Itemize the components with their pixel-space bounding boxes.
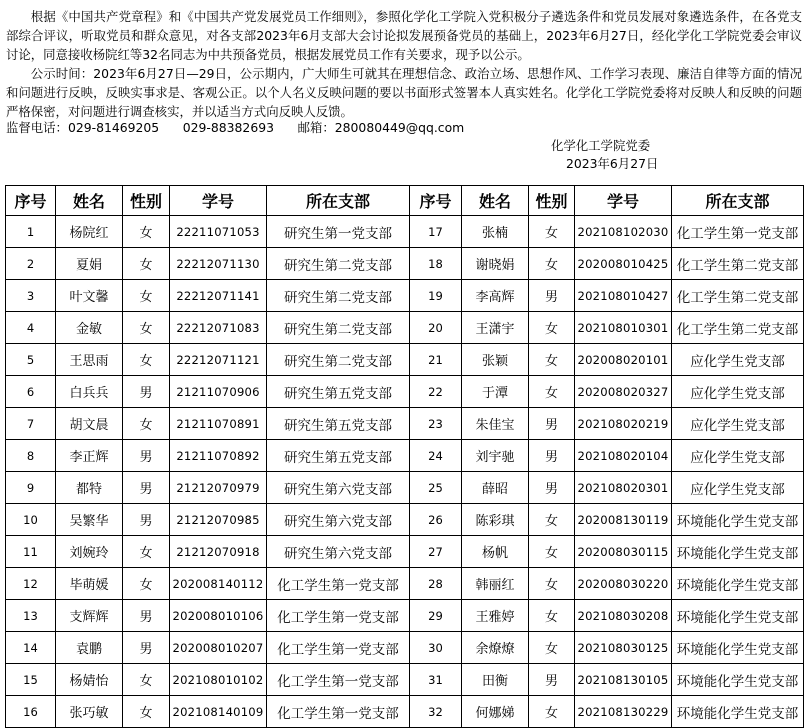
- student-id-cell: 202108020301: [575, 472, 672, 504]
- name-cell: 王雅婷: [462, 600, 529, 632]
- seq-cell: 15: [6, 664, 56, 696]
- name-cell: 韩丽红: [462, 568, 529, 600]
- gender-cell: 女: [529, 568, 575, 600]
- header-branch: 所在支部: [267, 186, 410, 216]
- seq-cell: 20: [410, 312, 462, 344]
- student-id-cell: 202108010427: [575, 280, 672, 312]
- name-cell: 杨帆: [462, 536, 529, 568]
- name-cell: 杨婧怡: [56, 664, 123, 696]
- student-id-cell: 22212071083: [170, 312, 267, 344]
- branch-cell: 应化学生党支部: [672, 440, 804, 472]
- gender-cell: 女: [529, 344, 575, 376]
- contact-line: [6, 118, 464, 136]
- notice-text: [6, 7, 802, 121]
- header-name: 姓名: [56, 186, 123, 216]
- header-seq: 序号: [410, 186, 462, 216]
- student-id-cell: 22211071053: [170, 216, 267, 248]
- seq-cell: 4: [6, 312, 56, 344]
- table-row: [6, 536, 804, 568]
- name-cell: 于潭: [462, 376, 529, 408]
- student-id-cell: 21211070906: [170, 376, 267, 408]
- name-cell: 王潇宇: [462, 312, 529, 344]
- branch-cell: 研究生第五党支部: [267, 440, 410, 472]
- seq-cell: 3: [6, 280, 56, 312]
- seq-cell: 5: [6, 344, 56, 376]
- student-id-cell: 202008010106: [170, 600, 267, 632]
- name-cell: 金敏: [56, 312, 123, 344]
- student-id-cell: 202008030220: [575, 568, 672, 600]
- gender-cell: 男: [529, 664, 575, 696]
- seq-cell: 30: [410, 632, 462, 664]
- gender-cell: 女: [123, 312, 170, 344]
- header-name: 姓名: [462, 186, 529, 216]
- seq-cell: 10: [6, 504, 56, 536]
- issue-date: 2023年6月27日: [566, 156, 659, 171]
- student-id-cell: 202108130105: [575, 664, 672, 696]
- student-id-cell: 21211070891: [170, 408, 267, 440]
- seq-cell: 9: [6, 472, 56, 504]
- gender-cell: 男: [123, 472, 170, 504]
- branch-cell: 应化学生党支部: [672, 376, 804, 408]
- branch-cell: 化工学生第二党支部: [672, 280, 804, 312]
- gender-cell: 女: [529, 536, 575, 568]
- gender-cell: 女: [529, 632, 575, 664]
- name-cell: 余燎燎: [462, 632, 529, 664]
- name-cell: 王思雨: [56, 344, 123, 376]
- table-row: [6, 280, 804, 312]
- name-cell: 白兵兵: [56, 376, 123, 408]
- branch-cell: 研究生第六党支部: [267, 536, 410, 568]
- name-cell: 杨院红: [56, 216, 123, 248]
- gender-cell: 女: [123, 536, 170, 568]
- seq-cell: 27: [410, 536, 462, 568]
- gender-cell: 女: [123, 248, 170, 280]
- name-cell: 胡文晨: [56, 408, 123, 440]
- phone-2: 029-88382693: [182, 120, 274, 135]
- seq-cell: 29: [410, 600, 462, 632]
- branch-cell: 环境能化学生党支部: [672, 600, 804, 632]
- name-cell: 谢晓娟: [462, 248, 529, 280]
- header-student-id: 学号: [170, 186, 267, 216]
- student-id-cell: 22212071130: [170, 248, 267, 280]
- seq-cell: 2: [6, 248, 56, 280]
- student-id-cell: 202008140112: [170, 568, 267, 600]
- branch-cell: 化工学生第二党支部: [672, 312, 804, 344]
- table-row: [6, 216, 804, 248]
- seq-cell: 21: [410, 344, 462, 376]
- student-id-cell: 202008130119: [575, 504, 672, 536]
- gender-cell: 男: [529, 408, 575, 440]
- name-cell: 吴繁华: [56, 504, 123, 536]
- seq-cell: 16: [6, 696, 56, 728]
- seq-cell: 26: [410, 504, 462, 536]
- branch-cell: 应化学生党支部: [672, 408, 804, 440]
- student-id-cell: 202108010102: [170, 664, 267, 696]
- branch-cell: 研究生第二党支部: [267, 280, 410, 312]
- name-cell: 刘婉玲: [56, 536, 123, 568]
- name-cell: 夏娟: [56, 248, 123, 280]
- student-id-cell: 202008010207: [170, 632, 267, 664]
- table-row: [6, 472, 804, 504]
- candidate-table: [5, 185, 804, 728]
- gender-cell: 女: [123, 216, 170, 248]
- table-row: [6, 632, 804, 664]
- branch-cell: 化工学生第一党支部: [267, 632, 410, 664]
- seq-cell: 11: [6, 536, 56, 568]
- seq-cell: 6: [6, 376, 56, 408]
- student-id-cell: 202108140109: [170, 696, 267, 728]
- gender-cell: 女: [123, 664, 170, 696]
- seq-cell: 24: [410, 440, 462, 472]
- branch-cell: 应化学生党支部: [672, 472, 804, 504]
- branch-cell: 环境能化学生党支部: [672, 696, 804, 728]
- name-cell: 何娜娣: [462, 696, 529, 728]
- name-cell: 李正辉: [56, 440, 123, 472]
- seq-cell: 1: [6, 216, 56, 248]
- header-seq: 序号: [6, 186, 56, 216]
- branch-cell: 化工学生第一党支部: [672, 216, 804, 248]
- branch-cell: 化工学生第二党支部: [672, 248, 804, 280]
- name-cell: 袁鹏: [56, 632, 123, 664]
- seq-cell: 22: [410, 376, 462, 408]
- seq-cell: 25: [410, 472, 462, 504]
- seq-cell: 32: [410, 696, 462, 728]
- branch-cell: 研究生第五党支部: [267, 376, 410, 408]
- student-id-cell: 202108020104: [575, 440, 672, 472]
- seq-cell: 12: [6, 568, 56, 600]
- gender-cell: 女: [529, 600, 575, 632]
- branch-cell: 环境能化学生党支部: [672, 504, 804, 536]
- name-cell: 朱佳宝: [462, 408, 529, 440]
- header-gender: 性别: [123, 186, 170, 216]
- gender-cell: 男: [529, 280, 575, 312]
- seq-cell: 18: [410, 248, 462, 280]
- gender-cell: 男: [123, 376, 170, 408]
- branch-cell: 环境能化学生党支部: [672, 632, 804, 664]
- branch-cell: 研究生第二党支部: [267, 344, 410, 376]
- seq-cell: 13: [6, 600, 56, 632]
- table-row: [6, 600, 804, 632]
- student-id-cell: 21211070892: [170, 440, 267, 472]
- branch-cell: 化工学生第一党支部: [267, 568, 410, 600]
- name-cell: 薛昭: [462, 472, 529, 504]
- student-id-cell: 202008030115: [575, 536, 672, 568]
- student-id-cell: 22212071121: [170, 344, 267, 376]
- gender-cell: 女: [123, 408, 170, 440]
- student-id-cell: 202108102030: [575, 216, 672, 248]
- table-row: [6, 664, 804, 696]
- student-id-cell: 21212070918: [170, 536, 267, 568]
- seq-cell: 28: [410, 568, 462, 600]
- student-id-cell: 21212070979: [170, 472, 267, 504]
- seq-cell: 7: [6, 408, 56, 440]
- gender-cell: 女: [529, 376, 575, 408]
- gender-cell: 男: [123, 440, 170, 472]
- gender-cell: 女: [529, 248, 575, 280]
- branch-cell: 环境能化学生党支部: [672, 664, 804, 696]
- phone-1: 029-81469205: [67, 120, 160, 135]
- student-id-cell: 202008010425: [575, 248, 672, 280]
- gender-cell: 女: [529, 216, 575, 248]
- student-id-cell: 202108020219: [575, 408, 672, 440]
- name-cell: 毕萌媛: [56, 568, 123, 600]
- name-cell: 田衡: [462, 664, 529, 696]
- student-id-cell: 22212071141: [170, 280, 267, 312]
- seq-cell: 17: [410, 216, 462, 248]
- header-branch: 所在支部: [672, 186, 804, 216]
- seq-cell: 19: [410, 280, 462, 312]
- header-gender: 性别: [529, 186, 575, 216]
- name-cell: 叶文馨: [56, 280, 123, 312]
- table-row: [6, 376, 804, 408]
- gender-cell: 女: [123, 280, 170, 312]
- branch-cell: 化工学生第一党支部: [267, 600, 410, 632]
- table-row: [6, 440, 804, 472]
- email-address: 280080449@qq.com: [334, 120, 465, 135]
- gender-cell: 男: [123, 504, 170, 536]
- name-cell: 都特: [56, 472, 123, 504]
- name-cell: 刘宇驰: [462, 440, 529, 472]
- student-id-cell: 202108130229: [575, 696, 672, 728]
- gender-cell: 女: [123, 344, 170, 376]
- name-cell: 李高辉: [462, 280, 529, 312]
- gender-cell: 男: [529, 472, 575, 504]
- branch-cell: 研究生第二党支部: [267, 312, 410, 344]
- seq-cell: 31: [410, 664, 462, 696]
- branch-cell: 环境能化学生党支部: [672, 568, 804, 600]
- name-cell: 张楠: [462, 216, 529, 248]
- gender-cell: 男: [529, 440, 575, 472]
- name-cell: 张巧敏: [56, 696, 123, 728]
- branch-cell: 研究生第二党支部: [267, 248, 410, 280]
- student-id-cell: 202108030125: [575, 632, 672, 664]
- branch-cell: 应化学生党支部: [672, 344, 804, 376]
- gender-cell: 男: [123, 632, 170, 664]
- seq-cell: 8: [6, 440, 56, 472]
- gender-cell: 女: [123, 696, 170, 728]
- gender-cell: 男: [123, 600, 170, 632]
- branch-cell: 环境能化学生党支部: [672, 536, 804, 568]
- student-id-cell: 202108030208: [575, 600, 672, 632]
- table-row: [6, 344, 804, 376]
- seq-cell: 23: [410, 408, 462, 440]
- branch-cell: 研究生第六党支部: [267, 472, 410, 504]
- student-id-cell: 202108010301: [575, 312, 672, 344]
- table-row: [6, 312, 804, 344]
- table-row: [6, 408, 804, 440]
- table-row: [6, 696, 804, 728]
- table-row: [6, 248, 804, 280]
- gender-cell: 女: [123, 568, 170, 600]
- branch-cell: 研究生第一党支部: [267, 216, 410, 248]
- name-cell: 张颖: [462, 344, 529, 376]
- gender-cell: 女: [529, 312, 575, 344]
- student-id-cell: 202008020327: [575, 376, 672, 408]
- name-cell: 支辉辉: [56, 600, 123, 632]
- branch-cell: 化工学生第一党支部: [267, 664, 410, 696]
- branch-cell: 研究生第五党支部: [267, 408, 410, 440]
- contact-label: 监督电话：: [6, 120, 68, 135]
- email-label: 邮箱：: [297, 120, 335, 135]
- table-row: [6, 504, 804, 536]
- header-student-id: 学号: [575, 186, 672, 216]
- student-id-cell: 21212070985: [170, 504, 267, 536]
- branch-cell: 研究生第六党支部: [267, 504, 410, 536]
- gender-cell: 女: [529, 696, 575, 728]
- notice-paragraph-1: 根据《中国共产党章程》和《中国共产党发展党员工作细则》，参照化学化工学院入党积极分子遴选条件和党员发展对象遴选条件，在各党支部综合评议，听取党员和群众意见，对各支部2023年6月支部大会讨论拟发展预备党员的基础上，2023年6月27日，经化学化工学院党委会审议讨论，同意接收杨院红等32名同志为中共预备党员，根据发展党员工作有关要求，现予以公示。: [6, 9, 802, 62]
- table-row: [6, 568, 804, 600]
- student-id-cell: 202008020101: [575, 344, 672, 376]
- issuer-org: 化学化工学院党委: [551, 138, 651, 153]
- name-cell: 陈彩琪: [462, 504, 529, 536]
- gender-cell: 女: [529, 504, 575, 536]
- branch-cell: 化工学生第一党支部: [267, 696, 410, 728]
- notice-paragraph-2: 公示时间：2023年6月27日—29日，公示期内，广大师生可就其在理想信念、政治立场、思想作风、工作学习表现、廉洁自律等方面的情况和问题进行反映，反映实事求是、客观公正。以个人名义反映问题的要以书面形式签署本人真实姓名。化学化工学院党委将对反映人和反映的问题严格保密，对问题进行调查核实，并以适当方式向反映人反馈。: [6, 66, 802, 119]
- seq-cell: 14: [6, 632, 56, 664]
- table-header-row: [6, 186, 804, 216]
